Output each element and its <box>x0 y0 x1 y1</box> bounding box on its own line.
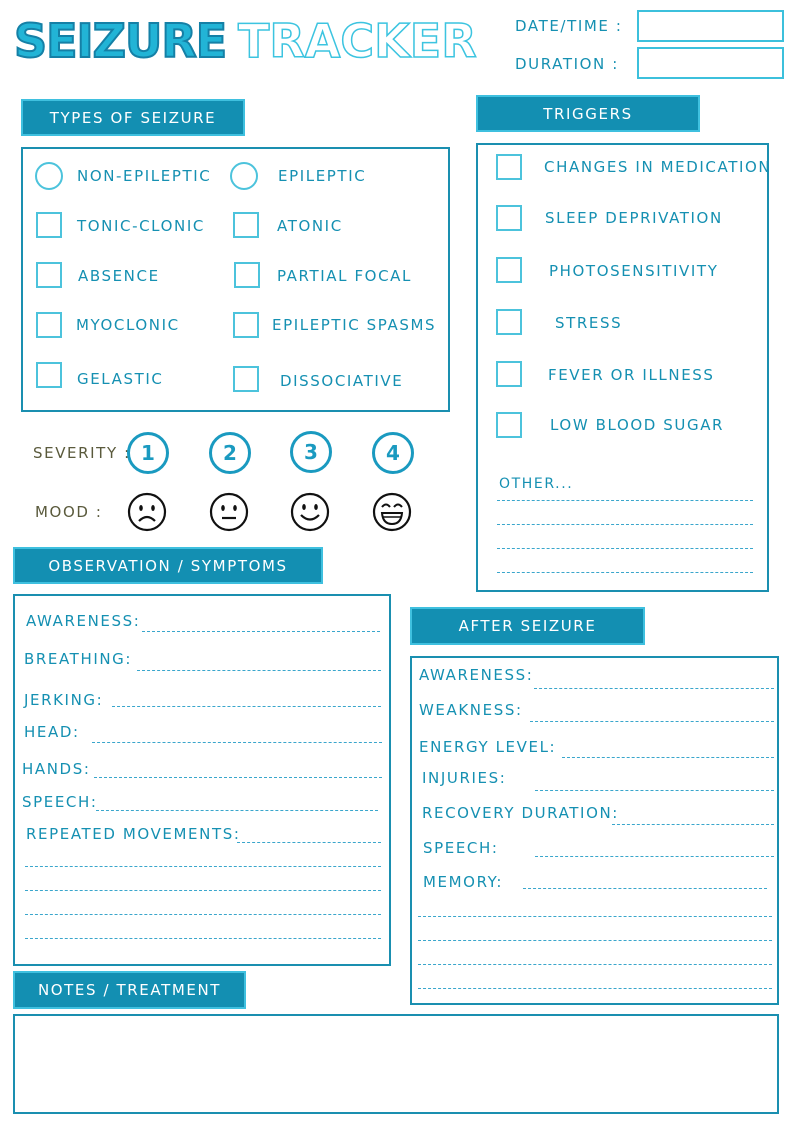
observation-line[interactable] <box>237 842 381 843</box>
type-label: MYOCLONIC <box>76 316 180 334</box>
observation-line[interactable] <box>94 777 382 778</box>
observation-line[interactable] <box>92 742 382 743</box>
date-time-label: DATE/TIME : <box>515 17 623 35</box>
grin-face-icon[interactable] <box>372 492 412 532</box>
trigger-label: CHANGES IN MEDICATION <box>544 158 772 176</box>
other-line[interactable] <box>497 572 753 573</box>
trigger-label: LOW BLOOD SUGAR <box>550 416 725 434</box>
severity-2-button[interactable]: 2 <box>209 432 251 474</box>
trigger-label: FEVER OR ILLNESS <box>548 366 715 384</box>
type-label: GELASTIC <box>77 370 164 388</box>
type-label: ABSENCE <box>78 267 160 285</box>
absence-checkbox[interactable] <box>36 262 62 288</box>
observation-label: HEAD: <box>24 723 80 741</box>
date-time-field[interactable] <box>637 10 784 42</box>
epileptic-radio[interactable] <box>230 162 258 190</box>
after-line[interactable] <box>535 856 774 857</box>
title-tracker: TRACKER <box>238 14 477 68</box>
mood-label: MOOD : <box>35 503 103 521</box>
after-label: AWARENESS: <box>419 666 534 684</box>
type-label: NON-EPILEPTIC <box>77 167 212 185</box>
observation-label: SPEECH: <box>22 793 98 811</box>
type-label: EPILEPTIC SPASMS <box>272 316 437 334</box>
neutral-face-icon[interactable] <box>209 492 249 532</box>
trigger-label: SLEEP DEPRIVATION <box>545 209 723 227</box>
types-header: TYPES OF SEIZURE <box>21 99 245 136</box>
myoclonic-checkbox[interactable] <box>36 312 62 338</box>
type-label: DISSOCIATIVE <box>280 372 404 390</box>
after-line[interactable] <box>535 790 774 791</box>
dissociative-checkbox[interactable] <box>233 366 259 392</box>
after-line[interactable] <box>523 888 767 889</box>
triggers-header: TRIGGERS <box>476 95 700 132</box>
trigger-checkbox-sleep[interactable] <box>496 205 522 231</box>
severity-1-button[interactable]: 1 <box>127 432 169 474</box>
trigger-label: STRESS <box>555 314 623 332</box>
after-header: AFTER SEIZURE <box>410 607 645 645</box>
atonic-checkbox[interactable] <box>233 212 259 238</box>
type-label: TONIC-CLONIC <box>77 217 205 235</box>
type-label: PARTIAL FOCAL <box>277 267 412 285</box>
trigger-checkbox-blood-sugar[interactable] <box>496 412 522 438</box>
severity-3-button[interactable]: 3 <box>290 431 332 473</box>
after-label: MEMORY: <box>423 873 504 891</box>
duration-field[interactable] <box>637 47 784 79</box>
observation-line[interactable] <box>25 938 381 939</box>
observation-label: REPEATED MOVEMENTS: <box>26 825 241 843</box>
observation-label: HANDS: <box>22 760 91 778</box>
after-label: WEAKNESS: <box>419 701 523 719</box>
sad-face-icon[interactable] <box>127 492 167 532</box>
after-label: SPEECH: <box>423 839 499 857</box>
observation-label: JERKING: <box>24 691 104 709</box>
after-line[interactable] <box>612 824 774 825</box>
after-line[interactable] <box>530 721 774 722</box>
after-label: RECOVERY DURATION: <box>422 804 619 822</box>
other-line[interactable] <box>497 548 753 549</box>
gelastic-checkbox[interactable] <box>36 362 62 388</box>
after-line[interactable] <box>418 988 772 989</box>
notes-textarea[interactable] <box>13 1014 779 1114</box>
after-line[interactable] <box>418 940 772 941</box>
after-line[interactable] <box>418 964 772 965</box>
observation-line[interactable] <box>137 670 381 671</box>
after-label: ENERGY LEVEL: <box>419 738 557 756</box>
tonic-clonic-checkbox[interactable] <box>36 212 62 238</box>
other-label: OTHER... <box>499 476 574 492</box>
notes-header: NOTES / TREATMENT <box>13 971 246 1009</box>
after-label: INJURIES: <box>422 769 507 787</box>
observation-header: OBSERVATION / SYMPTOMS <box>13 547 323 584</box>
observation-line[interactable] <box>142 631 380 632</box>
observation-line[interactable] <box>25 914 381 915</box>
other-line[interactable] <box>497 500 753 501</box>
severity-4-button[interactable]: 4 <box>372 432 414 474</box>
after-line[interactable] <box>534 688 774 689</box>
after-line[interactable] <box>562 757 774 758</box>
non-epileptic-radio[interactable] <box>35 162 63 190</box>
title-seizure: SEIZURE <box>14 14 227 68</box>
observation-line[interactable] <box>112 706 381 707</box>
observation-line[interactable] <box>25 890 381 891</box>
duration-label: DURATION : <box>515 55 619 73</box>
trigger-checkbox-fever[interactable] <box>496 361 522 387</box>
observation-line[interactable] <box>96 810 378 811</box>
other-line[interactable] <box>497 524 753 525</box>
epileptic-spasms-checkbox[interactable] <box>233 312 259 338</box>
type-label: ATONIC <box>277 217 343 235</box>
type-label: EPILEPTIC <box>278 167 367 185</box>
partial-focal-checkbox[interactable] <box>234 262 260 288</box>
observation-line[interactable] <box>25 866 381 867</box>
smile-face-icon[interactable] <box>290 492 330 532</box>
trigger-checkbox-medication[interactable] <box>496 154 522 180</box>
severity-label: SEVERITY : <box>33 444 131 462</box>
after-line[interactable] <box>418 916 772 917</box>
observation-label: AWARENESS: <box>26 612 141 630</box>
trigger-label: PHOTOSENSITIVITY <box>549 262 719 280</box>
observation-label: BREATHING: <box>24 650 133 668</box>
trigger-checkbox-photosensitivity[interactable] <box>496 257 522 283</box>
trigger-checkbox-stress[interactable] <box>496 309 522 335</box>
